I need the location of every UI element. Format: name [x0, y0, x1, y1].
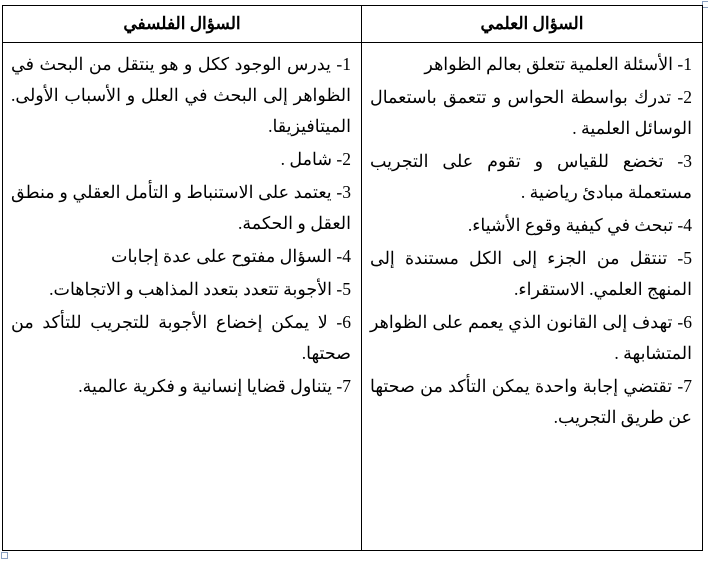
philosophical-column-cell — [3, 43, 362, 551]
scientific-item-1: 1- الأسئلة العلمية تتعلق بعالم الظواهر — [424, 54, 692, 74]
philosophical-item-4: 4- السؤال مفتوح على عدة إجابات — [110, 246, 351, 266]
scientific-item-5: 5- تنتقل من الجزء إلى الكل مستندة إلى المنهج العلمي. الاستقراء. — [370, 248, 692, 299]
scientific-item-3: 3- تخضع للقياس و تقوم على التجريب مستعملة مبادئ رياضية . — [370, 151, 692, 202]
philosophical-item-1: 1- يدرس الوجود ككل و هو ينتقل من البحث في الظواهر إلى البحث في العلل و الأسباب الأولى. الميتافيزيقا. — [11, 54, 351, 136]
header-scientific-question: السؤال العلمي — [362, 6, 703, 43]
philosophical-item-6: 6- لا يمكن إخضاع الأجوبة للتجريب للتأكد من صحتها. — [11, 312, 351, 363]
scientific-item-6: 6- تهدف إلى القانون الذي يعمم على الظواهر المتشابهة . — [370, 312, 692, 363]
scientific-column-cell — [362, 43, 703, 551]
table-header-row — [3, 6, 703, 43]
scientific-item-7: 7- تقتضي إجابة واحدة يمكن التأكد من صحتها عن طريق التجريب. — [370, 376, 692, 427]
scientific-items-list — [370, 49, 692, 433]
philosophical-item-7: 7- يتناول قضايا إنسانية و فكرية عالمية. — [78, 376, 351, 396]
comparison-table — [2, 5, 703, 551]
philosophical-item-5: 5- الأجوبة تتعدد بتعدد المذاهب و الاتجاهات. — [49, 279, 351, 299]
scientific-item-2: 2- تدرك بواسطة الحواس و تتعمق باستعمال الوسائل العلمية . — [370, 87, 692, 138]
scientific-item-4: 4- تبحث في كيفية وقوع الأشياء. — [467, 215, 692, 235]
header-philosophical-question: السؤال الفلسفي — [3, 6, 362, 43]
philosophical-items-list — [11, 49, 351, 402]
philosophical-item-2: 2- شامل . — [280, 149, 351, 169]
table-corner-handle[interactable] — [1, 552, 8, 559]
table-body-row — [3, 43, 703, 551]
philosophical-item-3: 3- يعتمد على الاستنباط و التأمل العقلي و منطق العقل و الحكمة. — [11, 182, 351, 233]
